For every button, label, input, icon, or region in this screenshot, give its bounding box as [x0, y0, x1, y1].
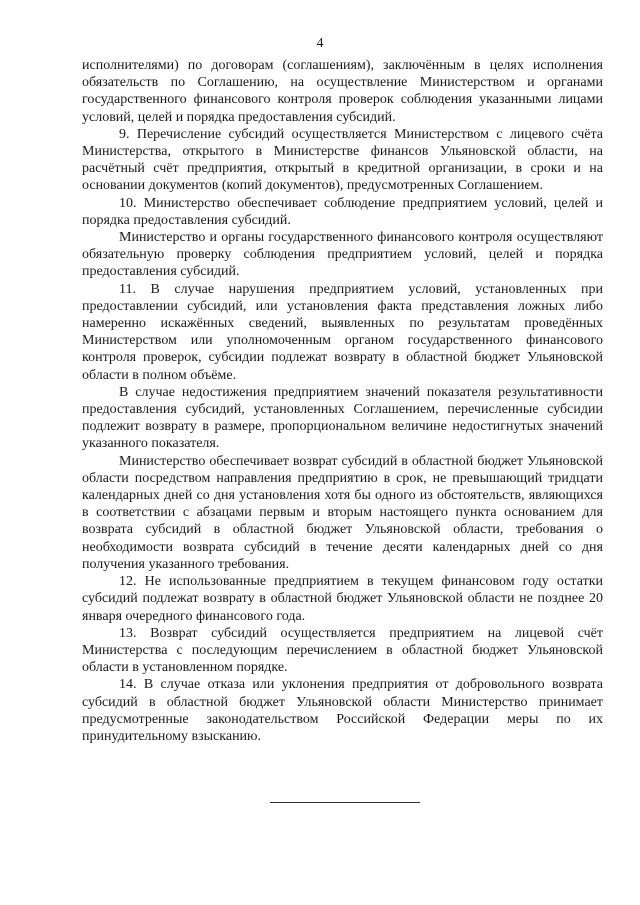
paragraph-continuation: исполнителями) по договорам (соглашениям), заключённым в целях исполнения обязательств по Соглашению, на осуществление Министерством и органами государственного финансового контроля проверок соблюдения указанными лицами условий, целей и порядка предоставления субсидий.: [82, 58, 603, 125]
paragraph-item-11-sub-1: В случае недостижения предприятием значений показателя результативности предоставления субсидий, установленных Соглашением, перечисленные субсидии подлежит возврату в размере, пропорциональном величине недостигнутых значений указанного показателя.: [82, 384, 603, 452]
paragraph-item-11: 11. В случае нарушения предприятием условий, установленных при предоставлении субсидий, или установления факта представления ложных либо намеренно искажённых сведений, выявленных по результатам проведённых Министерством или уполномоченным органом государственного финансового контроля проверок, субсидии подлежат возврату в областной бюджет Ульяновской области в полном объёме.: [82, 281, 603, 383]
paragraph-item-14: 14. В случае отказа или уклонения предприятия от добровольного возврата субсидий в областной бюджет Ульяновской области Министерство принимает предусмотренные законодательством Российской Федерации меры по их принудительному взысканию.: [82, 677, 603, 744]
paragraph-item-9: 9. Перечисление субсидий осуществляется Министерством с лицевого счёта Министерства, открытого в Министерстве финансов Ульяновской области, на расчётный счёт предприятия, открытый в кредитной организации, в сроки и на основании документов (копий документов), предусмотренных Соглашением.: [82, 126, 603, 194]
document-body: [82, 57, 603, 745]
paragraph-item-12: 12. Не использованные предприятием в текущем финансовом году остатки субсидий подлежат возврату в областной бюджет Ульяновской области не позднее 20 января очередного финансового года.: [82, 574, 603, 624]
paragraph-item-10-sub: Министерство и органы государственного финансового контроля осуществляют обязательную проверку соблюдения предприятием условий, целей и порядка предоставления субсидий.: [82, 230, 603, 280]
paragraph-item-11-sub-2: Министерство обеспечивает возврат субсидий в областной бюджет Ульяновской области посредством направления предприятию в срок, не превышающий тридцати календарных дней со дня установления хотя бы одного из обстоятельств, являющихся в соответствии с абзацами первым и вторым настоящего пункта основанием для возврата субсидий в областной бюджет Ульяновской области, требования о необходимости возврата субсидий в течение десяти календарных дней со дня получения указанного требования.: [82, 453, 603, 572]
closing-divider: [270, 802, 420, 803]
paragraph-item-13: 13. Возврат субсидий осуществляется предприятием на лицевой счёт Министерства с последующим перечислением в областной бюджет Ульяновской области в установленном порядке.: [82, 625, 603, 676]
paragraph-item-10: 10. Министерство обеспечивает соблюдение предприятием условий, целей и порядка предоставления субсидий.: [82, 195, 603, 228]
page-number: 4: [316, 36, 324, 51]
